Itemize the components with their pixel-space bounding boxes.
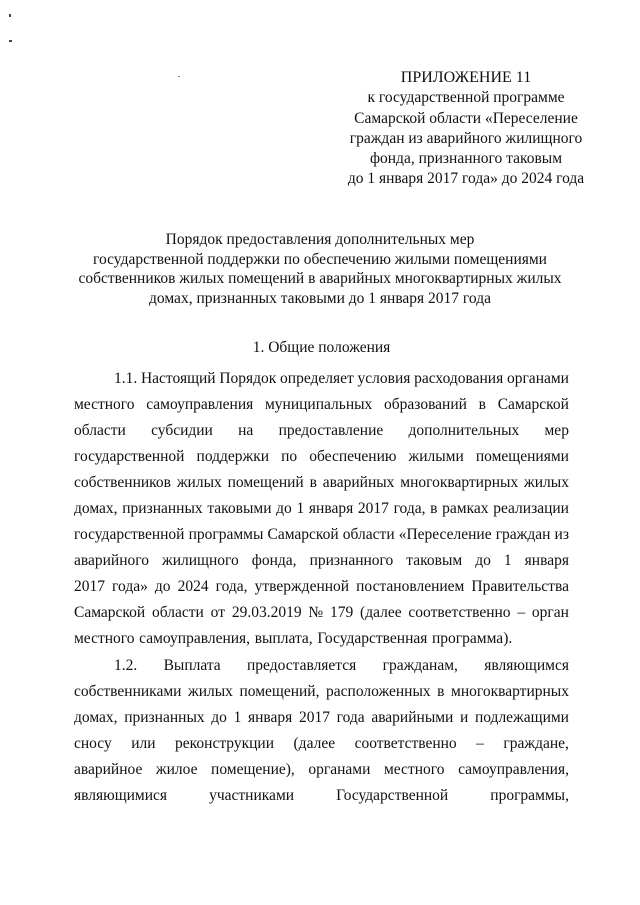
word: орган: [531, 604, 569, 621]
word: реконструкции: [175, 735, 275, 752]
word: Правительства: [471, 578, 569, 595]
word: являющимся: [484, 657, 569, 674]
paragraph-line: [74, 705, 569, 731]
word: января: [524, 552, 569, 569]
word: помещений: [227, 474, 304, 491]
scan-speck: [9, 40, 12, 42]
word: жилых: [524, 474, 569, 491]
title-line: Порядок предоставления дополнительных мер: [165, 231, 475, 248]
paragraph-line: [74, 392, 569, 418]
word: (далее: [360, 604, 402, 621]
word: Выплата: [163, 657, 221, 674]
word: до: [475, 552, 491, 569]
word: области: [152, 604, 204, 621]
paragraph-1-2: [74, 653, 569, 809]
word: граждан: [495, 526, 551, 543]
paragraph-line: [74, 444, 569, 470]
word: условия: [357, 370, 411, 387]
word: собственниками: [74, 683, 182, 700]
word: помещениями: [475, 448, 569, 465]
word: самоуправления,: [458, 761, 569, 778]
word: участниками: [209, 787, 295, 804]
word: определяет: [280, 370, 354, 387]
word: самоуправления,: [139, 630, 251, 647]
word: многоквартирных: [451, 683, 569, 700]
word: программы,: [490, 787, 569, 804]
word: Самарской: [267, 526, 339, 543]
word: помещений,: [239, 683, 320, 700]
scan-speck: [9, 14, 11, 17]
paragraph-line: [74, 653, 569, 679]
word: домах,: [74, 500, 118, 517]
word: домах,: [74, 709, 118, 726]
word: расходования: [414, 370, 504, 387]
word: до: [211, 709, 227, 726]
word: жилое: [155, 761, 198, 778]
paragraph-line: [74, 731, 569, 757]
word: гражданам,: [382, 657, 458, 674]
appendix-line: фонда, признанного таковым: [369, 150, 563, 168]
word: расположенных: [326, 683, 431, 700]
word: признанных: [124, 709, 205, 726]
word: 1.2.: [114, 657, 138, 674]
word: до: [276, 500, 292, 517]
word: собственников: [74, 474, 171, 491]
paragraph-line: [74, 626, 569, 652]
appendix-header: [320, 68, 612, 190]
word: утвержденной: [254, 578, 350, 595]
word: по: [281, 448, 298, 465]
word: жилищного: [162, 552, 239, 569]
word: 2017: [298, 709, 330, 726]
document-title: [60, 230, 580, 308]
word: муниципальных: [264, 396, 373, 413]
word: в: [437, 683, 445, 700]
title-line: домах, признанных таковыми до 1 января 2017 года: [149, 289, 491, 307]
appendix-line: до 1 января 2017 года» до 2024 года: [347, 170, 585, 188]
word: в: [309, 474, 317, 491]
word: аварийными: [371, 709, 454, 726]
word: местного: [74, 630, 135, 647]
word: –: [517, 604, 526, 621]
word: сносу: [74, 735, 112, 752]
word: жилыми: [408, 448, 464, 465]
word: 1: [503, 552, 512, 569]
scan-speck: [178, 76, 180, 77]
section-heading: 1. Общие положения: [252, 339, 391, 356]
word: (далее: [293, 735, 336, 752]
paragraph-line: [74, 757, 569, 783]
word: дополнительных: [408, 422, 520, 439]
word: января: [247, 709, 293, 726]
appendix-line: к государственной программе: [367, 89, 565, 107]
word: области: [342, 526, 395, 543]
word: органами: [308, 761, 371, 778]
word: 1: [233, 709, 242, 726]
word: местного: [383, 761, 445, 778]
word: на: [238, 422, 254, 439]
title-line: собственников жилых помещений в аварийных многоквартирных жилых: [78, 270, 562, 288]
word: Настоящий: [140, 370, 216, 387]
word: 179: [329, 604, 354, 621]
word: образований: [384, 396, 467, 413]
paragraph-line: [74, 574, 569, 600]
word: поддержки: [196, 448, 270, 465]
word: –: [476, 735, 484, 752]
word: субсидии: [151, 422, 213, 439]
word: и: [460, 709, 469, 726]
word: Самарской: [497, 396, 569, 413]
paragraph-line: [74, 418, 569, 444]
paragraph-line: [74, 548, 569, 574]
word: или: [131, 735, 156, 752]
word: подлежащими: [474, 709, 569, 726]
word: января: [308, 500, 354, 517]
word: местного: [74, 396, 135, 413]
word: программа).: [432, 630, 513, 647]
word: в: [478, 396, 486, 413]
word: жилых: [176, 474, 222, 491]
word: Государственная: [317, 630, 428, 647]
word: Самарской: [74, 604, 146, 621]
word: №: [308, 604, 324, 621]
word: обеспечению: [309, 448, 397, 465]
word: предоставление: [278, 422, 384, 439]
paragraph-line: [74, 366, 569, 392]
word: государственной: [74, 448, 185, 465]
paragraph-line: [74, 783, 569, 809]
word: «Переселение: [398, 526, 492, 543]
word: соответственно: [354, 735, 457, 752]
paragraph-1-1: [74, 366, 569, 652]
word: года»: [112, 578, 148, 595]
word: области: [74, 422, 126, 439]
word: Государственной: [336, 787, 449, 804]
word: предоставляется: [246, 657, 357, 674]
paragraph-line: [74, 600, 569, 626]
appendix-number: ПРИЛОЖЕНИЕ 11: [400, 69, 532, 86]
word: от: [210, 604, 225, 621]
word: в: [430, 500, 438, 517]
paragraph-line: [74, 679, 569, 705]
word: таковыми: [207, 500, 272, 517]
word: 2017: [74, 578, 105, 595]
word: постановлением: [356, 578, 465, 595]
word: аварийных: [322, 474, 395, 491]
word: Порядок: [219, 370, 277, 387]
word: фонда,: [251, 552, 297, 569]
word: мер: [544, 422, 569, 439]
word: органами: [506, 370, 569, 387]
word: помещение),: [211, 761, 295, 778]
word: многоквартирных: [400, 474, 519, 491]
word: признанного: [309, 552, 394, 569]
word: года,: [215, 578, 248, 595]
word: программы: [188, 526, 264, 543]
word: реализации: [493, 500, 569, 517]
appendix-line: граждан из аварийного жилищного: [349, 129, 583, 147]
word: являющимися: [74, 787, 168, 804]
word: выплата,: [254, 630, 313, 647]
word: рамках: [442, 500, 489, 517]
appendix-line: Самарской области «Переселение: [354, 109, 578, 127]
word: до: [154, 578, 171, 595]
paragraph-line: [74, 522, 569, 548]
title-line: государственной поддержки по обеспечению жилыми помещениями: [93, 250, 547, 268]
word: соответственно: [408, 604, 511, 621]
word: 2017: [357, 500, 389, 517]
word: из: [554, 526, 569, 543]
word: года,: [393, 500, 426, 517]
word: признанных: [122, 500, 203, 517]
word: самоуправления: [146, 396, 254, 413]
paragraph-line: [74, 496, 569, 522]
word: 1.1.: [114, 370, 138, 387]
word: 2024: [177, 578, 209, 595]
word: государственной: [74, 526, 185, 543]
word: 29.03.2019: [231, 604, 302, 621]
word: граждане,: [503, 735, 569, 752]
word: жилых: [188, 683, 233, 700]
word: аварийного: [74, 552, 149, 569]
word: года: [336, 709, 365, 726]
word: таковым: [406, 552, 463, 569]
word: 1: [296, 500, 305, 517]
paragraph-line: [74, 470, 569, 496]
word: аварийное: [74, 761, 143, 778]
